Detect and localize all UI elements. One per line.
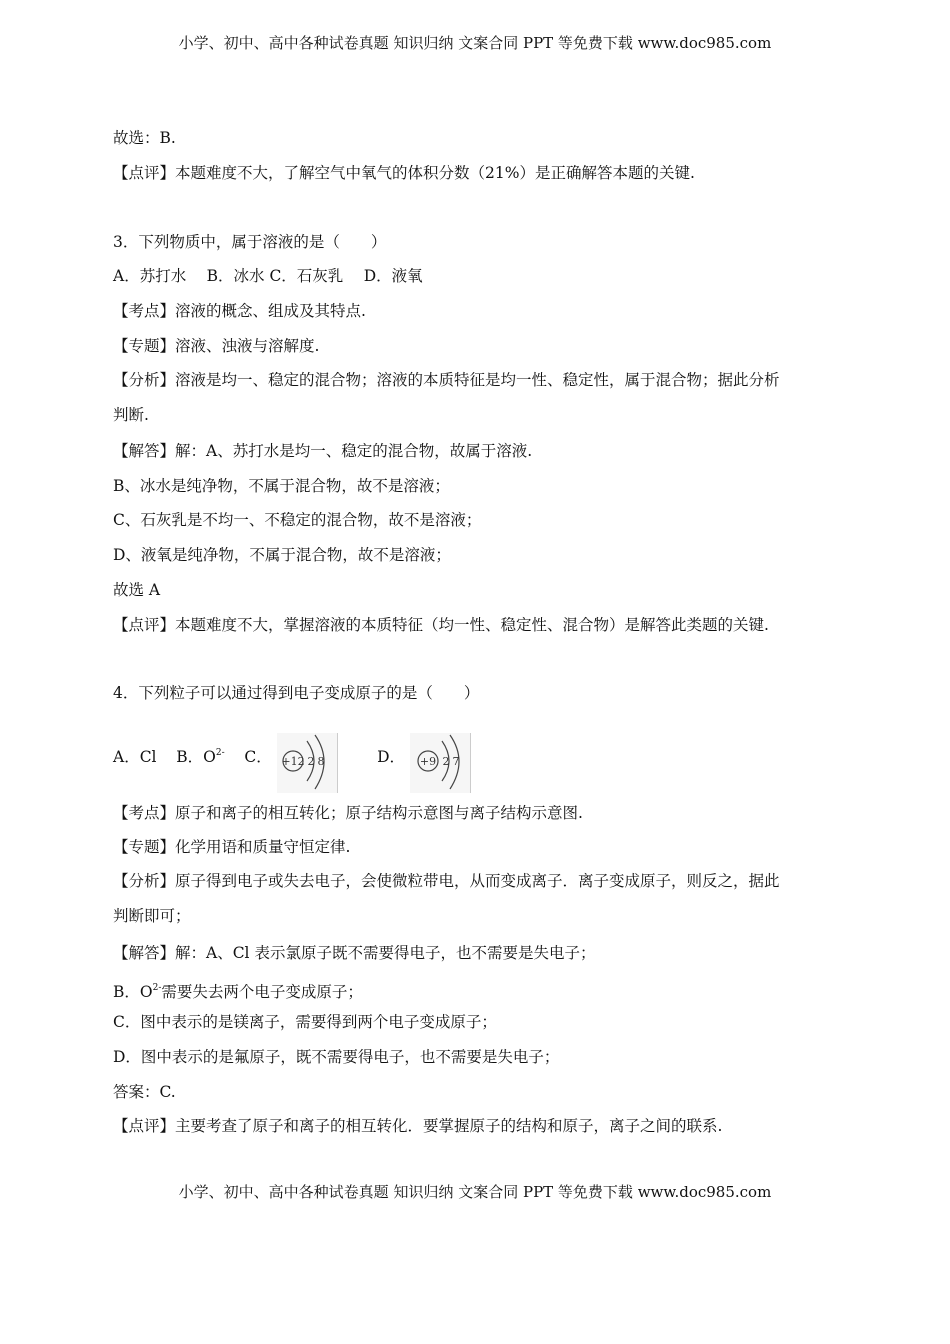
q4-answer: 答案：C. xyxy=(113,1083,176,1101)
page-footer: 小学、初中、高中各种试卷真题 知识归纳 文案合同 PPT 等免费下载 www.doc985.com xyxy=(178,1183,772,1201)
q3-d: D、液氧是纯净物，不属于混合物，故不是溶液； xyxy=(113,546,451,564)
q4-option-b xyxy=(176,748,224,766)
q3-jieda: 【解答】解：A、苏打水是均一、稳定的混合物，故属于溶液. xyxy=(113,442,533,460)
shell-c-2: 8 xyxy=(317,755,325,768)
q4-fenxi-cont: 判断即可； xyxy=(113,907,191,925)
q4-b-post: 需要失去两个电子变成原子； xyxy=(161,983,363,1001)
q4-jieda: 【解答】解：A、Cl 表示氯原子既不需要得电子，也不需要是失电子； xyxy=(113,944,596,962)
q3-zhuanti: 【专题】溶液、浊液与溶解度. xyxy=(113,337,320,355)
q4-option-d: D． xyxy=(377,748,406,766)
atom-diagram-c xyxy=(277,733,338,793)
q3-fenxi: 【分析】溶液是均一、稳定的混合物；溶液的本质特征是均一性、稳定性，属于混合物；据此分析 xyxy=(113,371,780,389)
q4-d: D．图中表示的是氟原子，既不需要得电子，也不需要是失电子； xyxy=(113,1048,560,1066)
shell-c-1: 2 xyxy=(307,755,315,768)
q3-kaodian: 【考点】溶液的概念、组成及其特点. xyxy=(113,302,366,320)
q4-fenxi: 【分析】原子得到电子或失去电子，会使微粒带电，从而变成离子．离子变成原子，则反之，据此 xyxy=(113,872,780,890)
q4-comment: 【点评】主要考查了原子和离子的相互转化．要掌握原子的结构和原子，离子之间的联系. xyxy=(113,1117,723,1135)
shell-d-1: 2 xyxy=(442,755,450,768)
q4-b-charge: 2- xyxy=(152,983,162,993)
q3-c: C、石灰乳是不均一、不稳定的混合物，故不是溶液； xyxy=(113,511,482,529)
q4-option-a: A．Cl xyxy=(113,748,157,766)
option-b-charge: 2- xyxy=(215,748,225,758)
page-header: 小学、初中、高中各种试卷真题 知识归纳 文案合同 PPT 等免费下载 www.doc985.com xyxy=(178,34,772,52)
shell-d-2: 7 xyxy=(452,755,460,768)
q3-b: B、冰水是纯净物，不属于混合物，故不是溶液； xyxy=(113,477,450,495)
q4-zhuanti: 【专题】化学用语和质量守恒定律. xyxy=(113,838,351,856)
q3-fenxi-cont: 判断. xyxy=(113,406,149,424)
q3-comment: 【点评】本题难度不大，掌握溶液的本质特征（均一性、稳定性、混合物）是解答此类题的关键. xyxy=(113,616,769,634)
option-b-text: B．O xyxy=(176,748,216,766)
q3-options: A．苏打水 B．冰水 C．石灰乳 D．液氧 xyxy=(113,267,423,285)
q4-b xyxy=(113,978,363,1002)
q4-question: 4．下列粒子可以通过得到电子变成原子的是（ ） xyxy=(113,684,480,702)
q4-b-pre: B．O xyxy=(113,983,153,1001)
q4-option-c: C． xyxy=(244,748,272,766)
q2-comment: 【点评】本题难度不大，了解空气中氧气的体积分数（21%）是正确解答本题的关键. xyxy=(113,164,695,182)
q4-kaodian: 【考点】原子和离子的相互转化；原子结构示意图与离子结构示意图. xyxy=(113,804,583,822)
q2-answer: 故选：B. xyxy=(113,129,176,147)
q3-question: 3．下列物质中，属于溶液的是（ ） xyxy=(113,233,387,251)
nucleus-c: +12 xyxy=(281,755,305,768)
nucleus-d: +9 xyxy=(419,755,437,768)
atom-diagram-d xyxy=(410,733,471,793)
q4-options xyxy=(113,743,471,793)
q3-answer: 故选 A xyxy=(113,581,161,599)
q4-c: C．图中表示的是镁离子，需要得到两个电子变成原子； xyxy=(113,1013,497,1031)
